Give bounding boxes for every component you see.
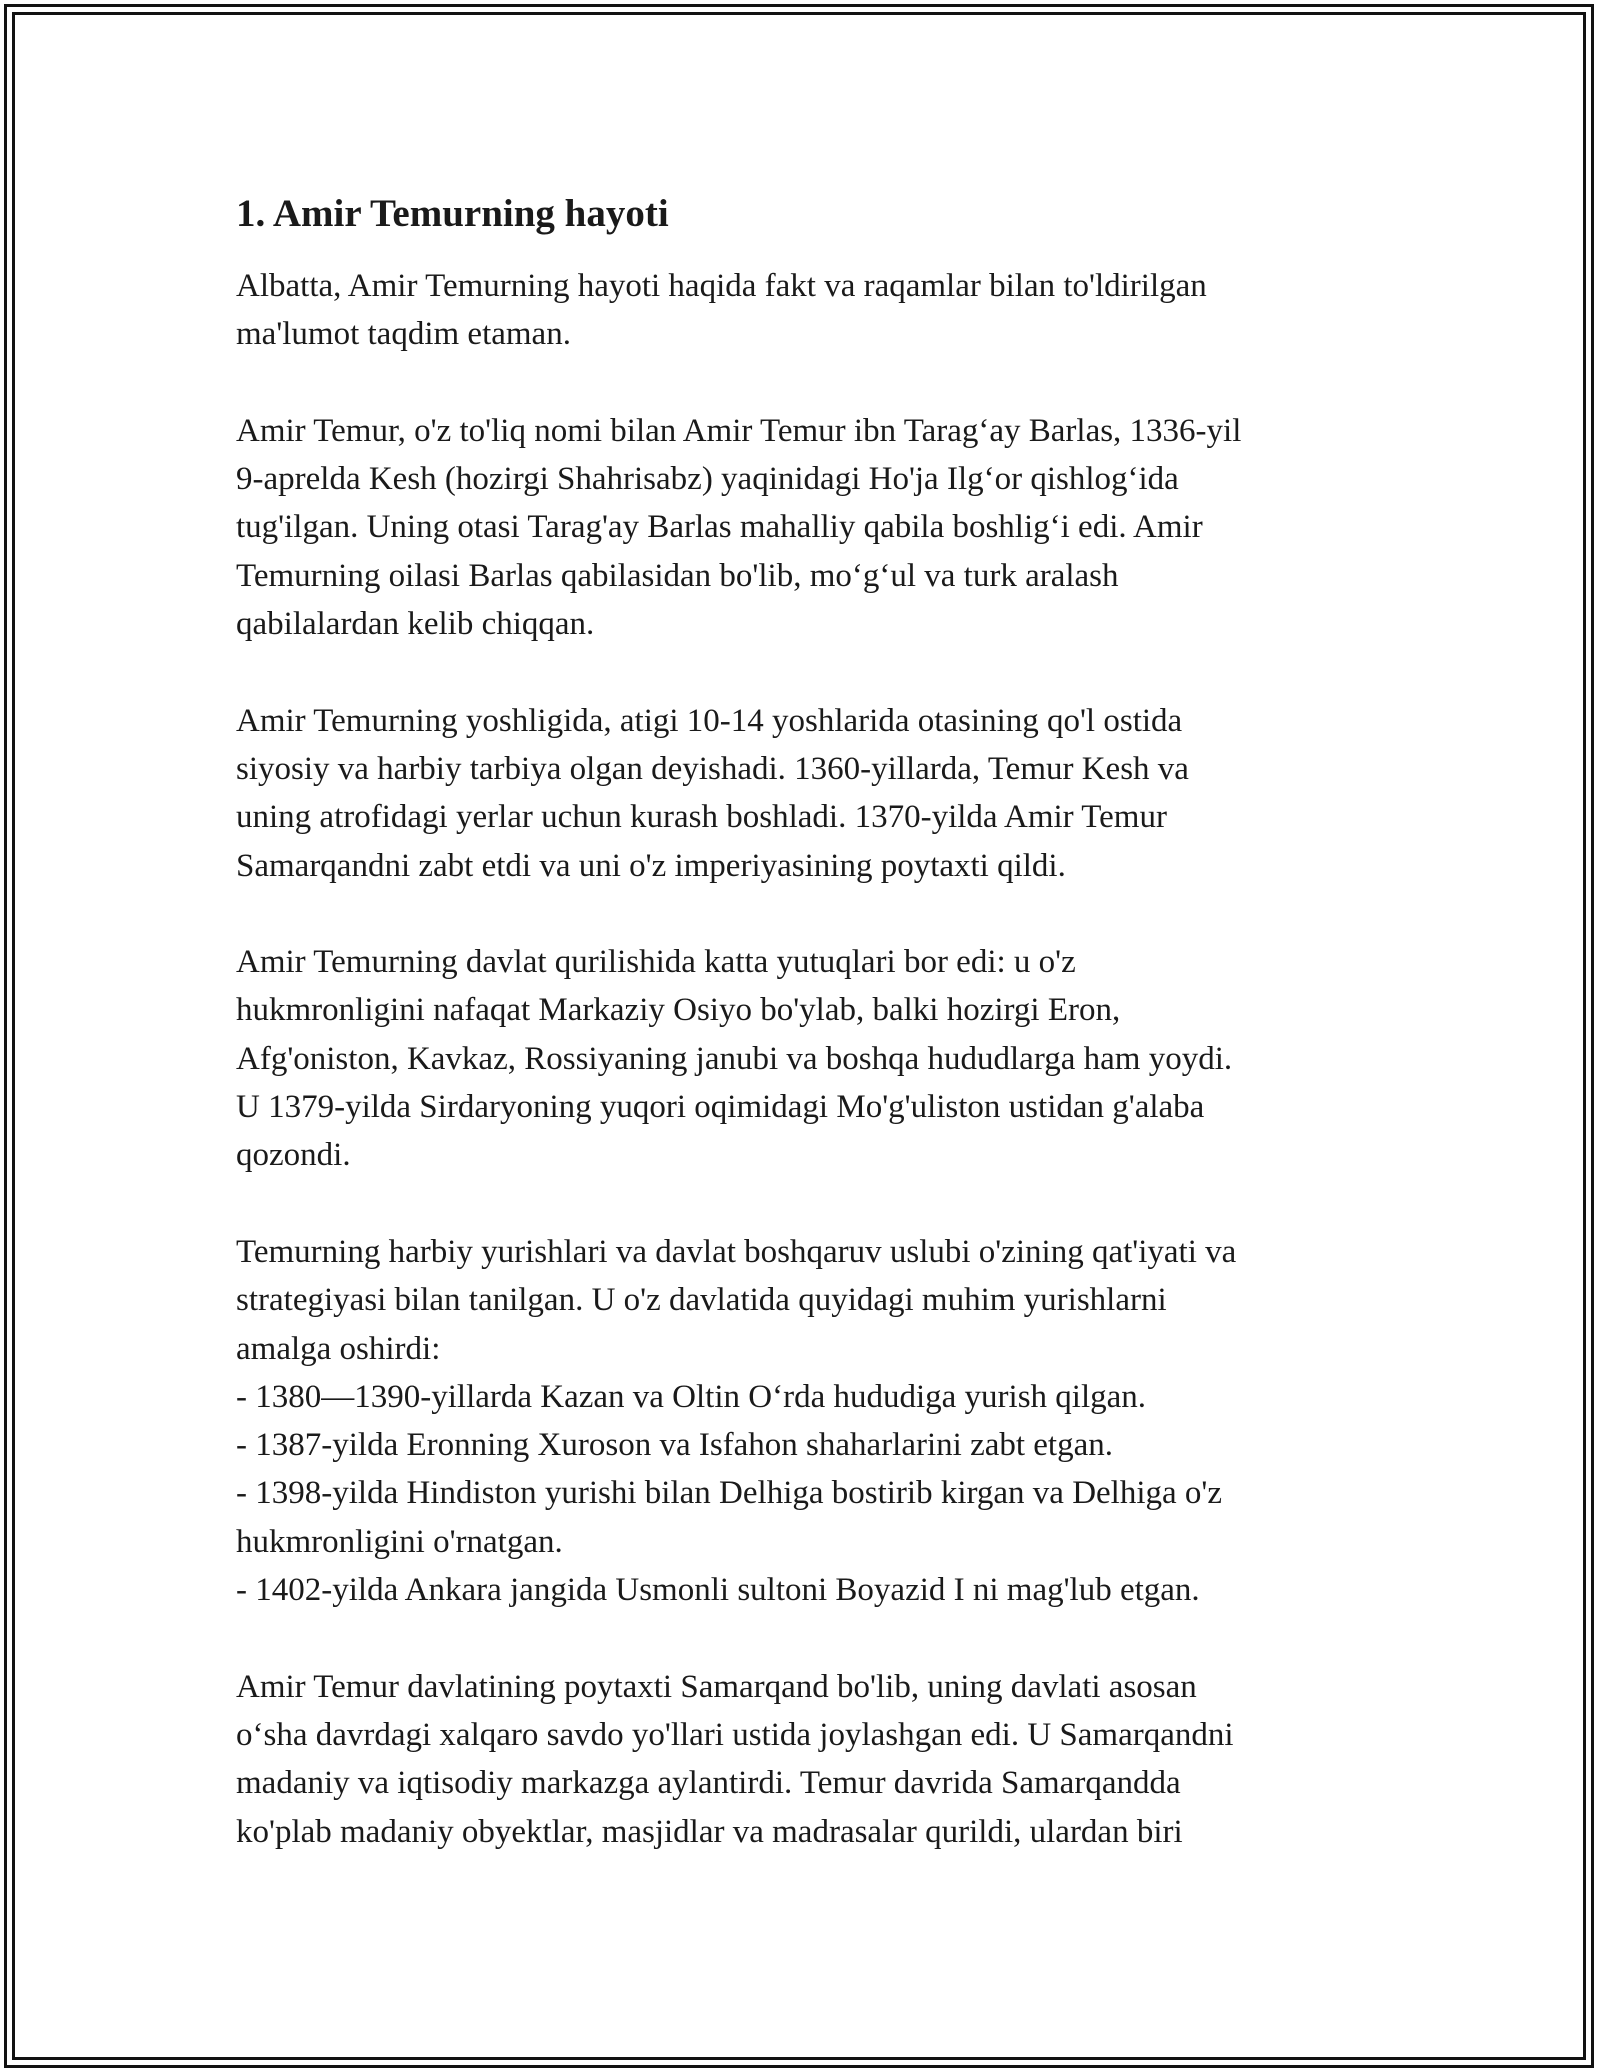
paragraph-gap [236,890,1386,938]
list-item: - 1380—1390-yillarda Kazan va Oltin O‘rda hududiga yurish qilgan. [236,1378,1147,1415]
text-line: Amir Temur, o'z to'liq nomi bilan Amir Temur ibn Tarag‘ay Barlas, 1336-yil [236,412,1242,449]
text-line: uning atrofidagi yerlar uchun kurash boshladi. 1370-yilda Amir Temur [236,799,1167,836]
text-line: amalga oshirdi: [236,1330,441,1367]
text-line: Temurning oilasi Barlas qabilasidan bo'lib, mo‘g‘ul va turk aralash [236,557,1119,594]
paragraph-campaigns [236,1228,1386,1614]
text-line: qozondi. [236,1137,351,1174]
text-line: U 1379-yilda Sirdaryoning yuqori oqimidagi Mo'g'uliston ustidan g'alaba [236,1089,1205,1126]
list-item: - 1402-yilda Ankara jangida Usmonli sultoni Boyazid I ni mag'lub etgan. [236,1572,1200,1609]
document-title: 1. Amir Temurning hayoti [236,192,669,235]
text-line: hukmronligini nafaqat Markaziy Osiyo bo'ylab, balki hozirgi Eron, [236,992,1121,1029]
text-line: o‘sha davrdagi xalqaro savdo yo'llari ustida joylashgan edi. U Samarqandni [236,1716,1234,1753]
text-line: Amir Temur davlatining poytaxti Samarqand bo'lib, uning davlati asosan [236,1668,1197,1705]
text-line: siyosiy va harbiy tarbiya olgan deyishadi. 1360-yillarda, Temur Kesh va [236,750,1189,787]
text-line: Albatta, Amir Temurning hayoti haqida fakt va raqamlar bilan to'ldirilgan [236,268,1207,304]
paragraph-gap [236,1180,1386,1228]
text-line: Amir Temurning davlat qurilishida katta yutuqlari bor edi: u o'z [236,944,1076,981]
text-line: Amir Temurning yoshligida, atigi 10-14 yoshlarida otasining qo'l ostida [236,702,1183,739]
paragraph-gap [236,1614,1386,1662]
paragraph-gap [236,359,1386,407]
paragraph-birth [236,407,1386,648]
paragraph-gap [236,648,1386,696]
text-line: 9-aprelda Kesh (hozirgi Shahrisabz) yaqinidagi Ho'ja Ilg‘or qishlog‘ida [236,461,1179,498]
text-line: Samarqandni zabt etdi va uni o'z imperiyasining poytaxti qildi. [236,847,1066,884]
list-item-continuation: hukmronligini o'rnatgan. [236,1523,563,1560]
paragraph-youth [236,697,1386,890]
text-line: qabilalardan kelib chiqqan. [236,606,595,643]
text-line: Temurning harbiy yurishlari va davlat boshqaruv uslubi o'zining qat'iyati va [236,1233,1237,1270]
paragraph-capital [236,1663,1386,1856]
text-line: tug'ilgan. Uning otasi Tarag'ay Barlas mahalliy qabila boshlig‘i edi. Amir [236,509,1203,546]
text-line: ko'plab madaniy obyektlar, masjidlar va madrasalar qurildi, ulardan biri [236,1813,1183,1850]
list-item: - 1398-yilda Hindiston yurishi bilan Delhiga bostirib kirgan va Delhiga o'z [236,1475,1223,1512]
text-line: madaniy va iqtisodiy markazga aylantirdi. Temur davrida Samarqandda [236,1765,1181,1802]
text-line: strategiyasi bilan tanilgan. U o'z davlatida quyidagi muhim yurishlarni [236,1282,1167,1319]
text-line: ma'lumot taqdim etaman. [236,316,571,353]
paragraph-state-building [236,938,1386,1179]
list-item: - 1387-yilda Eronning Xuroson va Isfahon shaharlarini zabt etgan. [236,1427,1113,1464]
text-line: Afg'oniston, Kavkaz, Rossiyaning janubi va boshqa hududlarga ham yoydi. [236,1040,1233,1077]
paragraph-intro [236,262,1386,359]
document-body [236,188,1386,1856]
